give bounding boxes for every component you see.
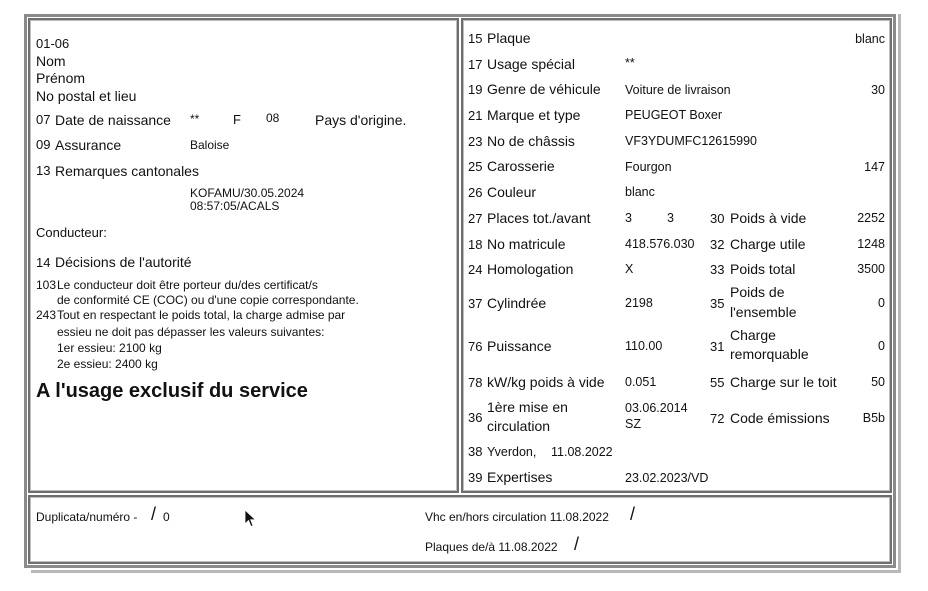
axle-2: 2e essieu: 2400 kg	[57, 357, 158, 371]
field-55-num: 55	[710, 375, 725, 390]
field-25-label: Carosserie	[487, 158, 555, 174]
remarks-label: Remarques cantonales	[55, 163, 199, 179]
field-17-num: 17	[468, 57, 483, 72]
field-25-value: Fourgon	[625, 160, 672, 174]
stamp-line-2: 08:57:05/ACALS	[190, 199, 280, 213]
field-18-label: No matricule	[487, 236, 566, 252]
field-21-value: PEUGEOT Boxer	[625, 108, 723, 122]
field-17-label: Usage spécial	[487, 56, 575, 72]
field-21-num: 21	[468, 108, 483, 123]
field-27-value-front: 3	[667, 211, 674, 225]
field-76-label: Puissance	[487, 338, 552, 354]
field-36-num: 36	[468, 410, 483, 425]
circulation-slash: /	[630, 504, 636, 524]
field-39-num: 39	[468, 470, 483, 485]
field-17-value: **	[625, 56, 635, 70]
origin-label: Pays d'origine.	[315, 112, 407, 128]
field-78-num: 78	[468, 375, 483, 390]
field-39-value: 23.02.2023/VD	[625, 471, 709, 485]
field-23-label: No de châssis	[487, 133, 575, 149]
field-30-label: Poids à vide	[730, 210, 807, 226]
field-30-num: 30	[710, 211, 725, 226]
holder-firstname: Prénom	[36, 70, 86, 86]
field-24-label: Homologation	[487, 261, 574, 277]
field-25-code: 147	[864, 160, 885, 174]
birth-value: **	[190, 112, 200, 126]
field-76-value: 110.00	[625, 339, 663, 353]
note-243-num: 243	[36, 308, 57, 322]
insurance-num: 09	[36, 137, 51, 152]
field-31-value: 0	[878, 339, 885, 353]
field-38-place: Yverdon,	[487, 445, 537, 459]
circulation-status: Vhc en/hors circulation 11.08.2022	[425, 510, 609, 524]
duplicate-label: Duplicata/numéro -	[36, 510, 138, 524]
field-19-num: 19	[468, 82, 483, 97]
field-72-num: 72	[710, 411, 725, 426]
field-25-num: 25	[468, 159, 483, 174]
field-32-label: Charge utile	[730, 236, 806, 252]
field-27-num: 27	[468, 211, 483, 226]
decisions-label: Décisions de l'autorité	[55, 254, 192, 270]
field-72-value: B5b	[862, 411, 885, 425]
field-24-value: X	[625, 262, 634, 276]
field-78-label: kW/kg poids à vide	[487, 374, 605, 390]
field-24-num: 24	[468, 262, 483, 277]
field-35-num: 35	[710, 296, 725, 311]
field-35-label-line-1: Poids de	[730, 284, 785, 300]
field-26-num: 26	[468, 185, 483, 200]
field-37-value: 2198	[625, 296, 653, 310]
holder-postal: No postal et lieu	[36, 88, 137, 104]
field-19-code: 30	[871, 83, 885, 97]
birth-label: Date de naissance	[55, 112, 171, 128]
field-33-value: 3500	[857, 262, 885, 276]
mouse-cursor-icon	[244, 509, 258, 529]
field-18-value: 418.576.030	[625, 237, 695, 251]
duplicate-value: 0	[163, 510, 170, 524]
field-26-value: blanc	[625, 185, 655, 199]
field-55-label: Charge sur le toit	[730, 374, 837, 390]
field-18-num: 18	[468, 237, 483, 252]
field-36-label-line-1: 1ère mise en	[487, 399, 568, 415]
field-76-num: 76	[468, 339, 483, 354]
note-103-num: 103	[36, 278, 57, 292]
field-19-value: Voiture de livraison	[625, 83, 731, 97]
exclusive-use-notice: A l'usage exclusif du service	[36, 380, 308, 402]
note-243-line-2: essieu ne doit pas dépasser les valeurs suivantes:	[57, 325, 325, 339]
field-15-label: Plaque	[487, 30, 531, 46]
field-27-value-total: 3	[625, 211, 632, 225]
note-103-line-2: de conformité CE (COC) ou d'une copie correspondante.	[57, 293, 359, 307]
field-31-label-line-1: Charge	[730, 327, 776, 343]
field-31-label-line-2: remorquable	[730, 346, 809, 362]
field-78-value: 0.051	[625, 375, 657, 389]
insurance-value: Baloise	[190, 138, 230, 152]
field-30-value: 2252	[857, 211, 885, 225]
plates-slash: /	[574, 534, 580, 554]
field-15-value: blanc	[855, 32, 885, 46]
decisions-num: 14	[36, 255, 51, 270]
field-37-num: 37	[468, 296, 483, 311]
stamp-line-1: KOFAMU/30.05.2024	[190, 186, 305, 200]
duplicate-slash: /	[151, 504, 157, 524]
plates-status: Plaques de/à 11.08.2022	[425, 540, 558, 554]
field-38-num: 38	[468, 444, 483, 459]
field-26-label: Couleur	[487, 184, 537, 200]
field-32-value: 1248	[857, 237, 885, 251]
field-19-label: Genre de véhicule	[487, 81, 601, 97]
holder-code: 01-06	[36, 36, 70, 51]
field-55-value: 50	[871, 375, 885, 389]
field-31-num: 31	[710, 339, 725, 354]
driver-label: Conducteur:	[36, 225, 107, 240]
field-33-num: 33	[710, 262, 725, 277]
field-72-label: Code émissions	[730, 410, 830, 426]
field-35-label-line-2: l'ensemble	[730, 304, 797, 320]
insurance-label: Assurance	[55, 137, 122, 153]
field-36-value-canton: SZ	[625, 417, 641, 431]
remarks-num: 13	[36, 163, 51, 178]
field-35-value: 0	[878, 296, 885, 310]
field-33-label: Poids total	[730, 261, 796, 277]
axle-1: 1er essieu: 2100 kg	[57, 341, 162, 355]
field-21-label: Marque et type	[487, 107, 581, 123]
birth-num: 07	[36, 112, 51, 127]
field-15-num: 15	[468, 31, 483, 46]
field-23-value: VF3YDUMFC12615990	[625, 134, 758, 148]
holder-name: Nom	[36, 53, 66, 69]
field-37-label: Cylindrée	[487, 295, 547, 311]
field-39-label: Expertises	[487, 469, 553, 485]
field-38-date: 11.08.2022	[551, 445, 613, 459]
field-36-value-date: 03.06.2014	[625, 401, 688, 415]
note-243-line-1: Tout en respectant le poids total, la charge admise par	[57, 308, 346, 322]
field-32-num: 32	[710, 237, 725, 252]
note-103-line-1: Le conducteur doit être porteur du/des certificat/s	[57, 278, 318, 292]
field-36-label-line-2: circulation	[487, 418, 551, 434]
field-23-num: 23	[468, 134, 483, 149]
sex-num: 08	[266, 111, 280, 125]
field-27-label: Places tot./avant	[487, 210, 591, 226]
sex-value: F	[233, 112, 241, 127]
